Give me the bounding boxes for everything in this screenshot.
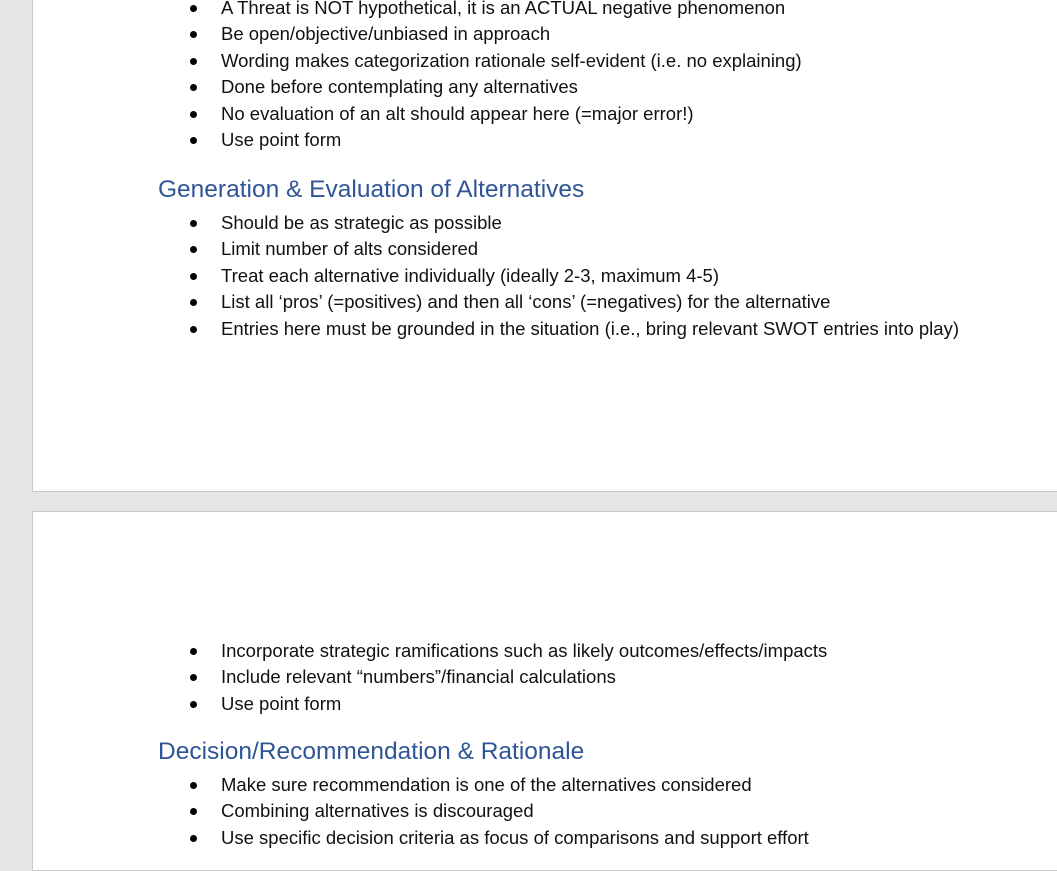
list-item — [33, 236, 961, 262]
document-page-2 — [32, 511, 1057, 871]
bullet-icon — [190, 808, 197, 815]
list-item-text: Use point form — [221, 692, 342, 714]
list-item-text: No evaluation of an alt should appear here (=major error!) — [221, 102, 694, 124]
list-item-text: Make sure recommendation is one of the alternatives considered — [221, 774, 752, 795]
bullet-icon — [190, 246, 197, 253]
list-item-text: Wording makes categorization rationale self-evident (i.e. no explaining) — [221, 49, 802, 71]
list-item — [33, 638, 961, 664]
bullet-icon — [190, 273, 197, 280]
bullet-icon — [190, 5, 197, 12]
list-item — [33, 127, 961, 153]
list-item-text: List all ‘pros’ (=positives) and then all ‘cons’ (=negatives) for the alternative — [221, 291, 831, 313]
list-item — [33, 691, 961, 717]
list-item — [33, 664, 961, 690]
bullet-icon — [190, 648, 197, 655]
bullet-icon — [190, 84, 197, 91]
list-item — [33, 74, 961, 100]
list-item — [33, 798, 961, 824]
list-item — [33, 48, 961, 74]
section-heading-decision: Decision/Recommendation & Rationale — [158, 738, 585, 765]
list-item — [33, 101, 961, 127]
document-page-1 — [32, 0, 1057, 492]
list-item-text: Entries here must be grounded in the situation (i.e., bring relevant SWOT entries into play) — [221, 317, 959, 339]
list-item — [33, 825, 961, 851]
bullet-icon — [190, 58, 197, 65]
bullet-icon — [190, 674, 197, 681]
section-heading-alternatives: Generation & Evaluation of Alternatives — [158, 176, 585, 203]
list-item — [33, 772, 961, 798]
list-item-text: Combining alternatives is discouraged — [221, 800, 534, 822]
decision-bullet-list — [33, 772, 961, 851]
bullet-icon — [190, 299, 197, 306]
bullet-icon — [190, 137, 197, 144]
bullet-icon — [190, 326, 197, 333]
list-item — [33, 210, 961, 236]
bullet-icon — [190, 31, 197, 38]
bullet-icon — [190, 782, 197, 789]
bullet-icon — [190, 111, 197, 118]
list-item-text: Use specific decision criteria as focus of comparisons and support effort — [221, 826, 809, 848]
list-item — [33, 316, 961, 342]
list-item-text: Include relevant “numbers”/financial calculations — [221, 666, 616, 688]
list-item-text: Treat each alternative individually (ideally 2-3, maximum 4-5) — [221, 264, 719, 286]
list-item-text: Incorporate strategic ramifications such as likely outcomes/effects/impacts — [221, 640, 828, 661]
list-item-text: Use point form — [221, 129, 342, 151]
list-item-text: Be open/objective/unbiased in approach — [221, 23, 551, 45]
list-item-text: Should be as strategic as possible — [221, 212, 502, 233]
list-item-text: Done before contemplating any alternatives — [221, 76, 578, 98]
list-item — [33, 263, 961, 289]
list-item-text: A Threat is NOT hypothetical, it is an ACTUAL negative phenomenon — [221, 0, 786, 18]
bullet-icon — [190, 835, 197, 842]
bullet-icon — [190, 701, 197, 708]
list-item-text: Limit number of alts considered — [221, 238, 479, 260]
alternatives-continued-bullet-list — [33, 638, 961, 717]
bullet-icon — [190, 220, 197, 227]
list-item — [33, 21, 961, 47]
alternatives-bullet-list — [33, 210, 961, 342]
threats-bullet-list — [33, 0, 961, 153]
list-item — [33, 0, 961, 21]
list-item — [33, 289, 961, 315]
